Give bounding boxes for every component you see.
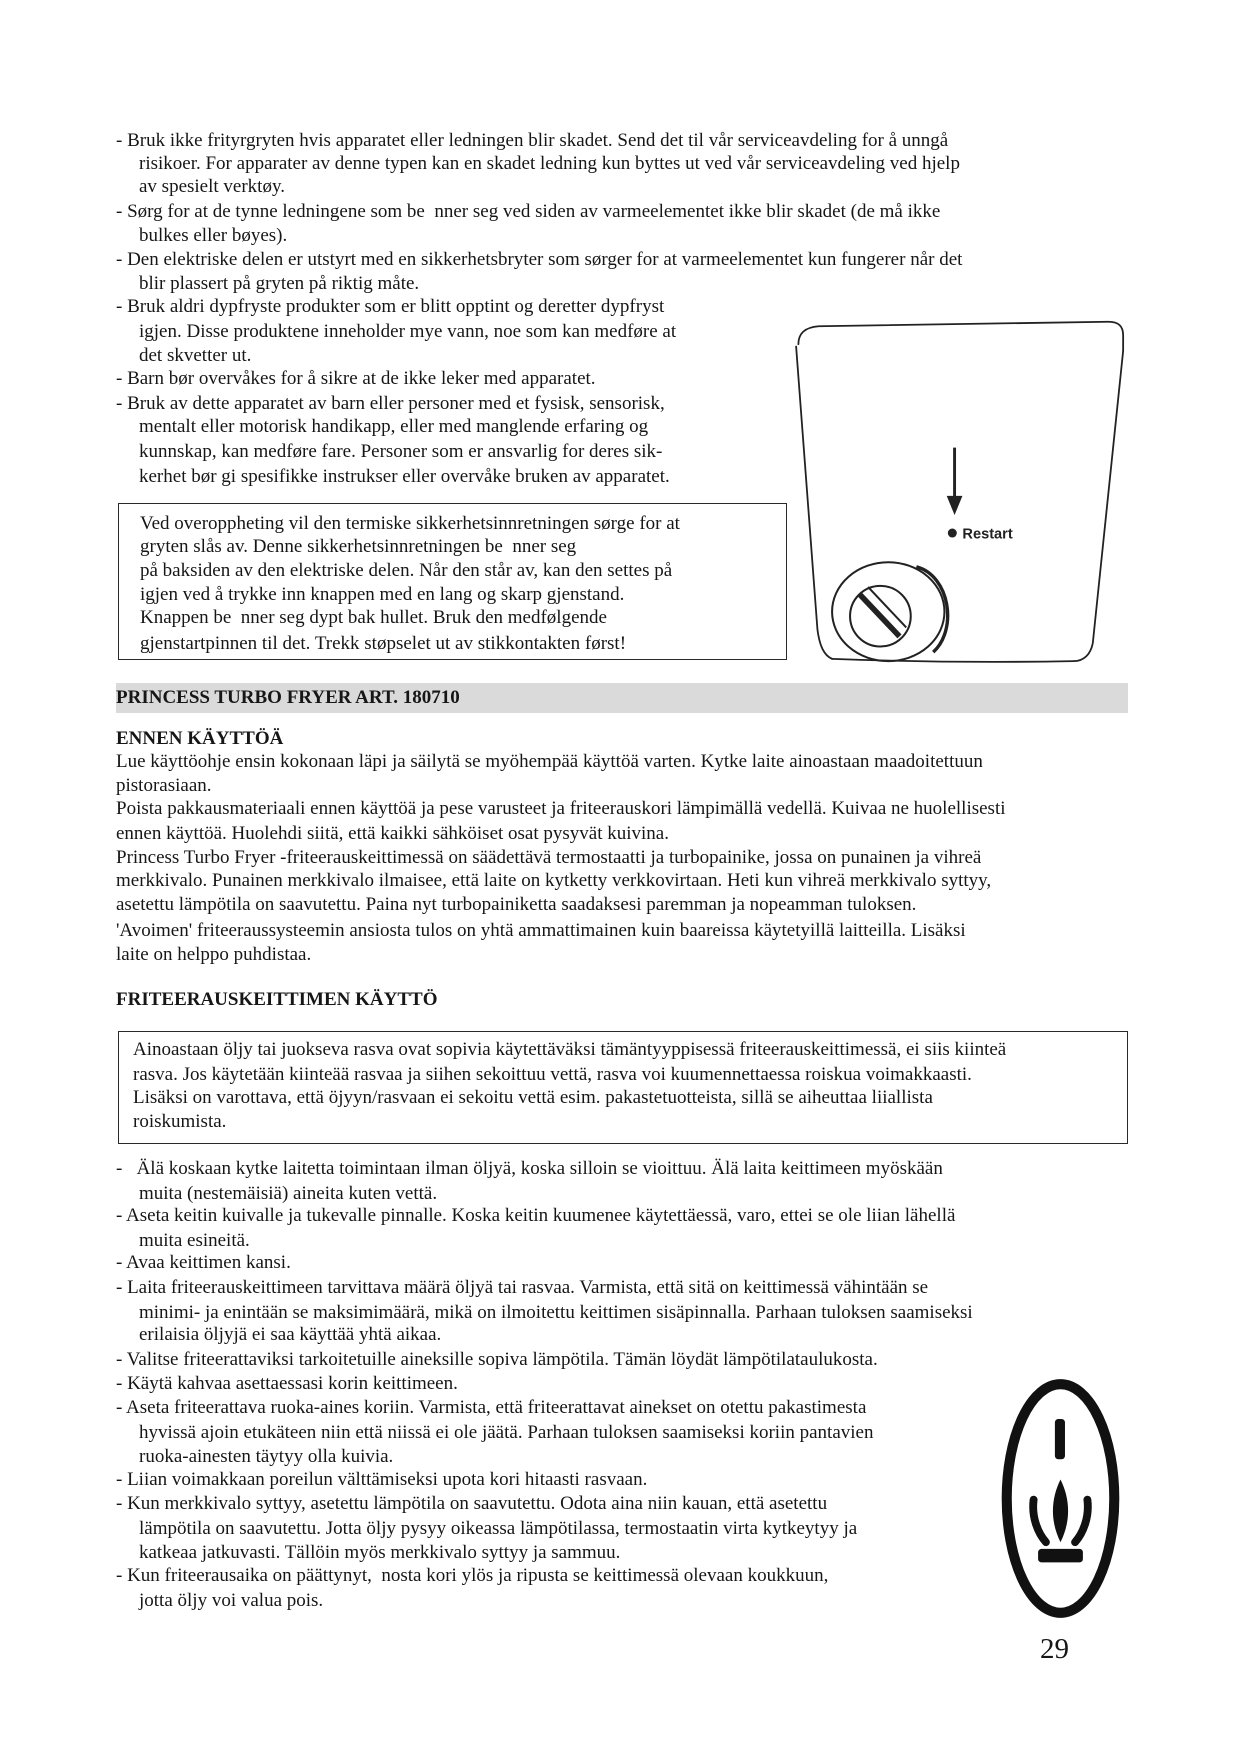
usage-bullet-line: - Aseta keitin kuivalle ja tukevalle pinnalle. Koska keitin kuumenee käytettäessä, varo, ettei se ole liian lähellä — [116, 1205, 956, 1226]
usage-bullet-line: lämpötila on saavutettu. Jotta öljy pysyy oikeassa lämpötilassa, termostaatin virta kytkeytyy ja — [139, 1518, 858, 1539]
usage-bullet-line: ruoka-ainesten täytyy olla kuivia. — [139, 1446, 394, 1467]
safety-line: blir plassert på gryten på riktig måte. — [139, 273, 420, 294]
before-use-line: asetettu lämpötila on saavutettu. Paina nyt turbopainiketta saadaksesi paremman ja nopeamman tuloksen. — [116, 894, 917, 915]
usage-bullet-line: - Käytä kahvaa asettaessasi korin keittimeen. — [116, 1373, 458, 1394]
fryer-restart-illustration — [787, 315, 1130, 669]
safety-line: - Barn bør overvåkes for å sikre at de ikke leker med apparatet. — [116, 368, 596, 389]
thermal-cutout-line: gjenstartpinnen til det. Trekk støpselet ut av stikkontakten først! — [140, 633, 627, 654]
safety-line: bulkes eller bøyes). — [139, 225, 288, 246]
fryer-bottom-edge — [832, 659, 1074, 662]
before-use-line: Poista pakkausmateriaali ennen käyttöä ja pese varusteet ja friteerauskori lämpimällä vedellä. Kuivaa ne huolellisesti — [116, 798, 1006, 819]
usage-bullet-line: minimi- ja enintään se maksimimäärä, mikä on ilmoitettu keittimen sisäpinnalla. Parhaan tuloksen saamiseksi — [139, 1302, 973, 1323]
thermal-cutout-line: Knappen be nner seg dypt bak hullet. Bruk den medfølgende — [140, 607, 607, 628]
before-use-line: merkkivalo. Punainen merkkivalo ilmaisee, että laite on kytketty verkkovirtaan. Heti kun vihreä merkkivalo syttyy, — [116, 870, 992, 891]
safety-line: igjen. Disse produktene inneholder mye vann, noe som kan medføre at — [139, 321, 677, 342]
safety-line: risikoer. For apparater av denne typen kan en skadet ledning kun byttes ut ved vår serviceavdeling ved hjelp — [139, 153, 960, 174]
restart-dot — [948, 529, 957, 538]
section-title: PRINCESS TURBO FRYER ART. 180710 — [116, 687, 460, 708]
before-use-heading: ENNEN KÄYTTÖÄ — [116, 728, 284, 749]
safety-line: mentalt eller motorisk handikapp, eller med manglende erfaring og — [139, 416, 649, 437]
safety-line: - Bruk ikke frityrgryten hvis apparatet eller ledningen blir skadet. Send det til vår serviceavdeling for å unngå — [116, 130, 949, 151]
safety-line: - Bruk av dette apparatet av barn eller personer med et fysisk, sensorisk, — [116, 393, 665, 414]
before-use-line: Princess Turbo Fryer -friteerauskeittimessä on säädettävä termostaatti ja turbopainike, jossa on punainen ja vihreä — [116, 847, 982, 868]
fryer-right-side — [1074, 351, 1123, 661]
safety-line: - Bruk aldri dypfryste produkter som er blitt opptint og deretter dypfryst — [116, 296, 665, 317]
oil-note-line: rasva. Jos käytetään kiinteää rasvaa ja siihen sekoittuu vettä, rasva voi kuumennettaessa roiskua voimakkaasti. — [133, 1064, 972, 1085]
section-title-bar — [116, 683, 1128, 713]
usage-bullet-line: - Kun merkkivalo syttyy, asetettu lämpötila on saavutettu. Odota aina niin kauan, että asetettu — [116, 1493, 828, 1514]
safety-line: - Den elektriske delen er utstyrt med en sikkerhetsbryter som sørger for at varmeelementet kun fungerer når det — [116, 249, 963, 270]
usage-bullet-line: - Liian voimakkaan poreilun välttämiseksi upota kori hitaasti rasvaan. — [116, 1469, 648, 1490]
safety-line: - Sørg for at de tynne ledningene som be nner seg ved siden av varmeelementet ikke blir skadet (de må ikke — [116, 201, 941, 222]
usage-bullet-line: muita (nestemäisiä) aineita kuten vettä. — [139, 1183, 438, 1204]
page-number: 29 — [1040, 1633, 1069, 1665]
oil-note-line: Lisäksi on varottava, että öjyyn/rasvaan ei sekoitu vettä esim. pakastetuotteista, sillä se aiheuttaa liiallista — [133, 1087, 933, 1108]
usage-bullet-line: - Avaa keittimen kansi. — [116, 1252, 291, 1273]
thermal-cutout-line: Ved overoppheting vil den termiske sikkerhetsinnretningen sørge for at — [140, 513, 680, 534]
oil-note-line: roiskumista. — [133, 1111, 227, 1132]
thermal-cutout-line: igjen ved å trykke inn knappen med en lang og skarp gjenstand. — [140, 584, 625, 605]
down-arrow-icon — [947, 448, 963, 515]
before-use-line: ennen käyttöä. Huolehdi siitä, että kaikki sähköiset osat pysyvät kuivina. — [116, 823, 669, 844]
before-use-line: laite on helppo puhdistaa. — [116, 944, 312, 965]
oil-note-line: Ainoastaan öljy tai juokseva rasva ovat sopivia käytettäväksi tämäntyyppisessä friteerauskeittimessä, ei siis kiinteä — [133, 1039, 1007, 1060]
before-use-line: pistorasiaan. — [116, 775, 212, 796]
fryer-left-side — [796, 346, 832, 658]
thermal-cutout-line: på baksiden av den elektriske delen. Når den står av, kan den settes på — [140, 560, 673, 581]
usage-bullet-line: katkeaa jatkuvasti. Tällöin myös merkkivalo syttyy ja sammuu. — [139, 1542, 621, 1563]
usage-bullet-line: - Kun friteerausaika on päättynyt, nosta kori ylös ja ripusta se keittimessä olevaan koukkuun, — [116, 1565, 829, 1586]
usage-bullet-line: - Laita friteerauskeittimeen tarvittava määrä öljyä tai rasvaa. Varmista, että sitä on keittimessä vähintään se — [116, 1277, 929, 1298]
before-use-line: Lue käyttöohje ensin kokonaan läpi ja säilytä se myöhempää käyttöä varten. Kytke laite ainoastaan maadoitettuun — [116, 751, 983, 772]
usage-bullet-line: - Valitse friteerattaviksi tarkoitetuille aineksille sopiva lämpötila. Tämän löydät lämpötilataulukosta. — [116, 1349, 878, 1370]
usage-bullet-line: muita esineitä. — [139, 1230, 250, 1251]
restart-knob — [832, 562, 948, 661]
restart-label: Restart — [962, 526, 1013, 543]
usage-bullet-line: - Aseta friteerattava ruoka-aines koriin. Varmista, että friteerattavat ainekset on otettu pakastimesta — [116, 1397, 867, 1418]
usage-bullet-line: erilaisia öljyjä ei saa käyttää yhtä aikaa. — [139, 1324, 442, 1345]
usage-bullet-line: - Älä koskaan kytke laitetta toimintaan ilman öljyä, koska silloin se vioittuu. Älä laita keittimeen myöskään — [116, 1158, 943, 1179]
safety-line: kunnskap, kan medføre fare. Personer som er ansvarlig for deres sik- — [139, 441, 663, 462]
before-use-line: 'Avoimen' friteeraussysteemin ansiosta tulos on yhtä ammattimainen kuin baareissa käytetyillä laitteilla. Lisäksi — [116, 920, 966, 941]
safety-line: det skvetter ut. — [139, 345, 252, 366]
usage-bullet-line: hyvissä ajoin etukäteen niin että niissä ei ole jäätä. Parhaan tuloksen saamiseksi koriin pantavien — [139, 1422, 874, 1443]
usage-bullet-line: jotta öljy voi valua pois. — [139, 1590, 324, 1611]
thermal-cutout-line: gryten slås av. Denne sikkerhetsinnretningen be nner seg — [140, 536, 577, 557]
fryer-use-heading: FRITEERAUSKEITTIMEN KÄYTTÖ — [116, 989, 438, 1010]
fryer-lid-outline — [798, 322, 1123, 351]
safety-line: av spesielt verktøy. — [139, 176, 285, 197]
heating-symbol-icon — [1000, 1377, 1121, 1620]
safety-line: kerhet bør gi spesifikke instrukser eller overvåke bruken av apparatet. — [139, 466, 670, 487]
